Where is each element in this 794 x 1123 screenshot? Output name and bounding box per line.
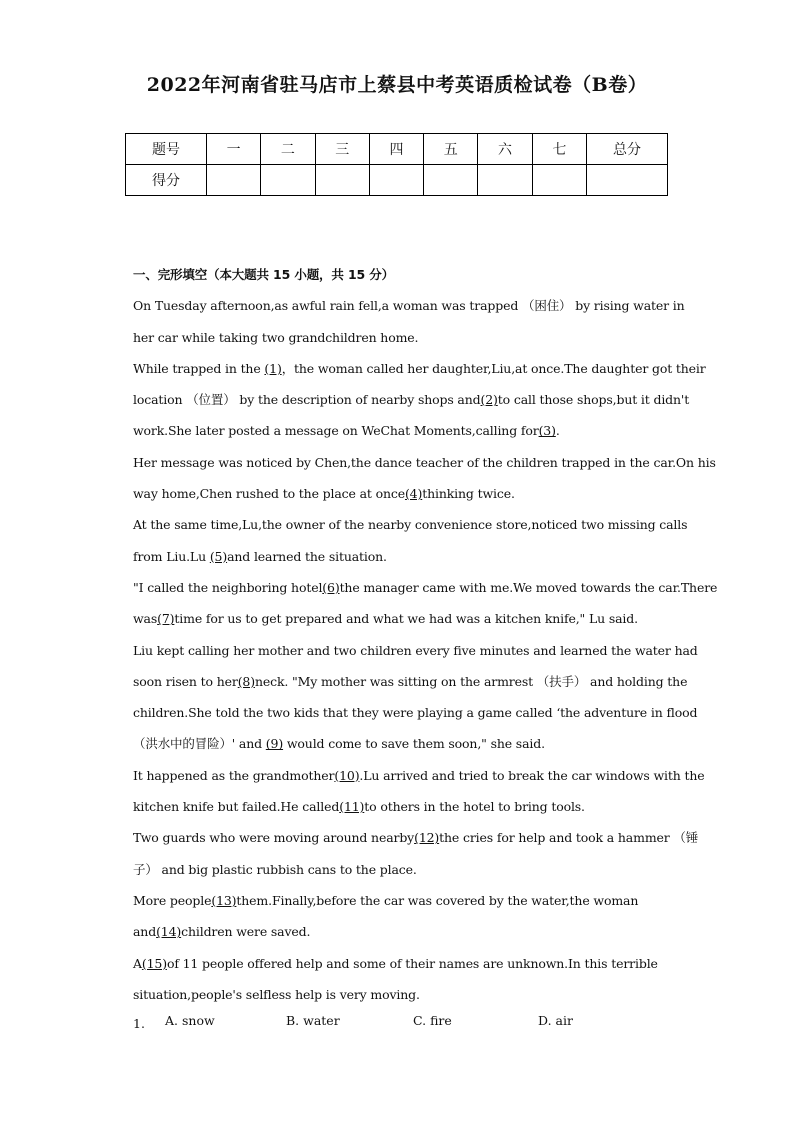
passage-text: Two guards who were moving around nearby [133, 830, 415, 846]
passage-text: the cries for help and took a hammer （锤 [439, 830, 699, 846]
blank-13: (13) [211, 892, 237, 908]
question-number: 1. [133, 1016, 145, 1032]
blank-3: (3) [538, 423, 556, 439]
passage-text: from Liu.Lu [133, 548, 210, 564]
passage-line [133, 356, 706, 387]
passage-line [133, 575, 718, 606]
question-1 [133, 1013, 673, 1041]
passage-text: （洪水中的冒险）' and [133, 736, 266, 752]
score-cell [261, 165, 315, 196]
blank-11: (11) [339, 799, 365, 815]
blank-2: (2) [480, 392, 498, 408]
passage-line: 子） and big plastic rubbish cans to the place. [133, 861, 417, 877]
passage-line [133, 825, 699, 856]
score-header-cell: 四 [369, 134, 423, 165]
passage-line [133, 951, 673, 982]
passage-line: On Tuesday afternoon,as awful rain fell,a woman was trapped （困住） by rising water in [133, 298, 685, 314]
blank-14: (14) [156, 924, 182, 940]
score-table-score-row [126, 165, 668, 196]
passage-line [133, 669, 688, 700]
passage-line [133, 418, 673, 449]
score-header-cell: 三 [315, 134, 369, 165]
passage-text: time for us to get prepared and what we had was a kitchen knife," Lu said. [174, 611, 638, 627]
passage-text: and learned the situation. [227, 548, 387, 564]
passage-text: would come to save them soon," she said. [283, 736, 545, 752]
blank-4: (4) [404, 486, 423, 502]
passage-line: Liu kept calling her mother and two children every five minutes and learned the water had [133, 642, 698, 658]
passage-line [133, 888, 673, 919]
score-cell [424, 165, 478, 196]
score-header-cell: 一 [207, 134, 261, 165]
blank-12: (12) [414, 830, 440, 846]
passage-text: and [133, 924, 157, 940]
passage-text: location （位置） by the description of nearby shops and [133, 392, 481, 408]
passage-text: thinking twice. [422, 486, 515, 502]
option-a[interactable]: A. snow [165, 1013, 215, 1029]
passage-text: soon risen to her [133, 673, 238, 689]
passage-line [133, 606, 673, 637]
page-title: 2022年河南省驻马店市上蔡县中考英语质检试卷（B卷） [146, 74, 648, 96]
passage-text: .Lu arrived and tried to break the car windows with the [359, 767, 705, 783]
blank-8: (8) [237, 673, 255, 689]
passage-line: Her message was noticed by Chen,the dance teacher of the children trapped in the car.On his [133, 454, 716, 470]
score-header-cell: 总分 [587, 134, 668, 165]
passage-text: was [133, 611, 158, 627]
score-cell [315, 165, 369, 196]
passage-text: children were saved. [181, 924, 311, 940]
section-heading: 一、完形填空（本大题共 15 小题，共 15 分） [133, 267, 394, 282]
passage-text: "I called the neighboring hotel [133, 579, 323, 595]
passage-line [133, 387, 690, 418]
score-header-cell: 题号 [126, 134, 207, 165]
option-b[interactable]: B. water [286, 1013, 340, 1029]
blank-6: (6) [322, 579, 340, 595]
score-header-cell: 二 [261, 134, 315, 165]
passage-text: . [555, 423, 560, 439]
passage-text: neck. "My mother was sitting on the armrest （扶手） and holding the [254, 673, 688, 689]
blank-5: (5) [209, 548, 228, 564]
passage-text: way home,Chen rushed to the place at once [133, 486, 405, 502]
blank-1: (1) [264, 360, 282, 376]
passage-text: to call those shops,but it didn't [497, 392, 690, 408]
passage-text: of 11 people offered help and some of their names are unknown.In this terrible [166, 955, 658, 971]
passage-line [133, 544, 673, 575]
passage-text: kitchen knife but failed.He called [133, 799, 340, 815]
cloze-section [133, 262, 718, 1041]
score-row-label: 得分 [126, 165, 207, 196]
score-table-header-row [126, 134, 668, 165]
blank-15: (15) [141, 955, 167, 971]
score-cell [369, 165, 423, 196]
passage-line: children.She told the two kids that they were playing a game called ‘the adventure in flood [133, 705, 698, 721]
passage-line [133, 763, 705, 794]
score-cell [532, 165, 586, 196]
score-table [125, 133, 668, 196]
passage-text: them.Finally,before the car was covered by the water,the woman [236, 892, 639, 908]
passage-text: work.She later posted a message on WeChat Moments,calling for [133, 423, 539, 439]
option-c[interactable]: C. fire [413, 1013, 452, 1029]
passage-line: situation,people's selfless help is very moving. [133, 986, 420, 1002]
score-header-cell: 五 [424, 134, 478, 165]
passage-line [133, 794, 673, 825]
score-header-cell: 六 [478, 134, 532, 165]
passage-line: her car while taking two grandchildren home. [133, 329, 419, 345]
passage-text: A [133, 955, 142, 971]
blank-7: (7) [157, 611, 175, 627]
passage-text: ，the woman called her daughter,Liu,at once.The daughter got their [281, 360, 706, 376]
passage-line [133, 481, 673, 512]
blank-10: (10) [334, 767, 360, 783]
passage-text: More people [133, 892, 212, 908]
passage-text: the manager came with me.We moved towards the car.There [339, 579, 718, 595]
passage-text: to others in the hotel to bring tools. [364, 799, 585, 815]
score-cell [478, 165, 532, 196]
blank-9: (9) [265, 736, 284, 752]
passage-text: It happened as the grandmother [133, 767, 335, 783]
score-cell [587, 165, 668, 196]
passage-text: While trapped in the [133, 360, 265, 376]
score-header-cell: 七 [532, 134, 586, 165]
passage-line [133, 919, 673, 950]
passage-line [133, 731, 673, 762]
score-cell [207, 165, 261, 196]
passage-line: At the same time,Lu,the owner of the nearby convenience store,noticed two missing calls [133, 517, 688, 533]
option-d[interactable]: D. air [538, 1013, 573, 1029]
